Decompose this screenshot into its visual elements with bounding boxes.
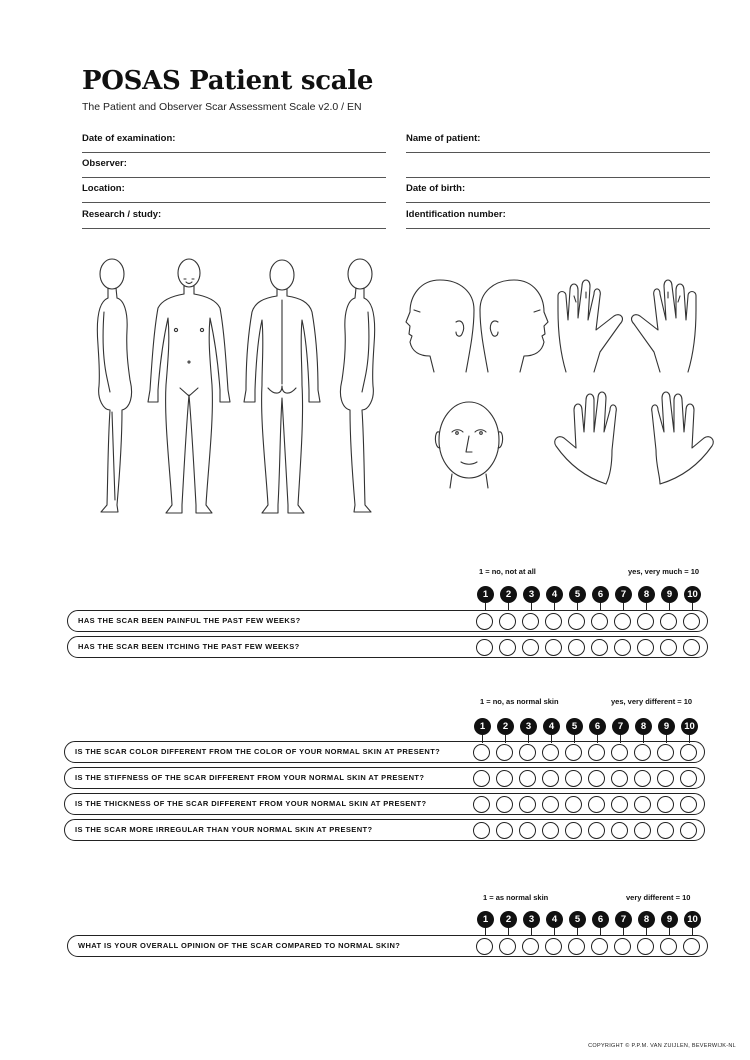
scale-number-text: 9	[666, 914, 673, 925]
observer-label: Observer:	[82, 158, 127, 169]
question-row-painful	[67, 610, 708, 632]
question-text: IS THE SCAR COLOR DIFFERENT FROM THE COLOR OF YOUR NORMAL SKIN AT PRESENT?	[75, 747, 441, 756]
question-row-stiffness	[64, 767, 705, 789]
rating-circle-5[interactable]	[565, 744, 582, 761]
rating-circle-3[interactable]	[519, 796, 536, 813]
scale-number-text: 7	[620, 589, 627, 600]
question-row-irregular	[64, 819, 705, 841]
scale-number-text: 3	[525, 721, 532, 732]
scale-number-text: 8	[643, 589, 650, 600]
hands-back-figure[interactable]	[558, 280, 696, 372]
rating-circle-1[interactable]	[476, 613, 493, 630]
rating-circle-9[interactable]	[660, 938, 677, 955]
rating-circle-10[interactable]	[683, 639, 700, 656]
question-text: IS THE THICKNESS OF THE SCAR DIFFERENT FROM YOUR NORMAL SKIN AT PRESENT?	[75, 799, 427, 808]
question-row-itching	[67, 636, 708, 658]
name-of-patient-label: Name of patient:	[406, 133, 481, 144]
rating-circle-6[interactable]	[588, 770, 605, 787]
scale-number-10	[681, 718, 698, 735]
rating-circle-9[interactable]	[657, 822, 674, 839]
page-subtitle: The Patient and Observer Scar Assessment Scale v2.0 / EN	[82, 101, 362, 113]
scale-number-4	[546, 911, 563, 928]
scale-number-5	[569, 911, 586, 928]
rating-circle-10[interactable]	[683, 938, 700, 955]
rating-circle-5[interactable]	[568, 639, 585, 656]
rating-circle-4[interactable]	[542, 744, 559, 761]
hands-palm-figure[interactable]	[555, 392, 714, 484]
scale-number-text: 5	[574, 914, 581, 925]
section2-low-label: 1 = no, as normal skin	[480, 697, 559, 706]
rating-circle-2[interactable]	[496, 744, 513, 761]
rating-circle-10[interactable]	[680, 822, 697, 839]
scale-number-text: 10	[684, 721, 695, 732]
scale-number-2	[500, 586, 517, 603]
scale-number-8	[638, 586, 655, 603]
scale-number-5	[569, 586, 586, 603]
body-side-left-figure[interactable]	[97, 259, 131, 512]
rating-circle-9[interactable]	[660, 613, 677, 630]
question-text: IS THE SCAR MORE IRREGULAR THAN YOUR NORMAL SKIN AT PRESENT?	[75, 825, 373, 834]
rating-circle-2[interactable]	[496, 770, 513, 787]
section1-low-label: 1 = no, not at all	[479, 567, 536, 576]
question-row-color	[64, 741, 705, 763]
rating-circle-9[interactable]	[657, 770, 674, 787]
identification-number-label: Identification number:	[406, 209, 506, 220]
head-left-profile-figure[interactable]	[406, 280, 474, 372]
scale-number-10	[684, 586, 701, 603]
scale-number-text: 7	[617, 721, 624, 732]
section1-high-label: yes, very much = 10	[628, 567, 700, 576]
scale-number-6	[592, 911, 609, 928]
scale-number-text: 6	[597, 589, 604, 600]
rating-circle-4[interactable]	[545, 938, 562, 955]
scale-number-1	[477, 586, 494, 603]
date-of-examination-label: Date of examination:	[82, 133, 176, 144]
question-text: HAS THE SCAR BEEN ITCHING THE PAST FEW WEEKS?	[78, 642, 300, 651]
rating-circle-3[interactable]	[522, 613, 539, 630]
rating-circle-3[interactable]	[522, 639, 539, 656]
body-side-right-figure[interactable]	[340, 259, 374, 512]
rating-circle-4[interactable]	[542, 796, 559, 813]
scale-number-5	[566, 718, 583, 735]
rating-circle-3[interactable]	[519, 770, 536, 787]
rating-circle-2[interactable]	[496, 796, 513, 813]
scale-number-3	[523, 586, 540, 603]
rating-circle-6[interactable]	[588, 796, 605, 813]
scale-number-3	[523, 911, 540, 928]
scale-number-text: 8	[643, 914, 650, 925]
rating-circle-7[interactable]	[611, 770, 628, 787]
rating-circle-7[interactable]	[614, 613, 631, 630]
rating-circle-9[interactable]	[657, 796, 674, 813]
scale-number-10	[684, 911, 701, 928]
rating-circle-5[interactable]	[565, 770, 582, 787]
rating-circle-1[interactable]	[473, 822, 490, 839]
rating-circle-5[interactable]	[565, 796, 582, 813]
rating-circle-8[interactable]	[637, 938, 654, 955]
date-of-birth-label: Date of birth:	[406, 183, 466, 194]
rating-circle-6[interactable]	[591, 639, 608, 656]
rating-circle-8[interactable]	[637, 639, 654, 656]
rating-circle-4[interactable]	[542, 770, 559, 787]
scale-number-2	[500, 911, 517, 928]
rating-circle-4[interactable]	[542, 822, 559, 839]
rating-circle-8[interactable]	[634, 796, 651, 813]
scale-number-6	[592, 586, 609, 603]
scale-number-text: 7	[620, 914, 627, 925]
research-study-label: Research / study:	[82, 209, 162, 220]
question-row-thickness	[64, 793, 705, 815]
rating-circle-2[interactable]	[499, 938, 516, 955]
rating-circle-3[interactable]	[519, 744, 536, 761]
head-right-profile-figure[interactable]	[480, 280, 548, 372]
scale-number-9	[661, 586, 678, 603]
rating-circle-1[interactable]	[473, 770, 490, 787]
question-text: WHAT IS YOUR OVERALL OPINION OF THE SCAR COMPARED TO NORMAL SKIN?	[78, 941, 401, 950]
body-front-figure[interactable]	[148, 259, 230, 513]
rating-circle-3[interactable]	[519, 822, 536, 839]
scale-number-text: 10	[687, 589, 698, 600]
rating-circle-1[interactable]	[473, 744, 490, 761]
question-text: IS THE STIFFNESS OF THE SCAR DIFFERENT FROM YOUR NORMAL SKIN AT PRESENT?	[75, 773, 425, 782]
rating-circle-1[interactable]	[476, 639, 493, 656]
rating-circle-6[interactable]	[588, 744, 605, 761]
scale-number-text: 8	[640, 721, 647, 732]
scale-number-7	[612, 718, 629, 735]
scale-number-9	[661, 911, 678, 928]
scale-number-text: 6	[597, 914, 604, 925]
rating-circle-7[interactable]	[611, 822, 628, 839]
section3-low-label: 1 = as normal skin	[483, 893, 549, 902]
scale-number-text: 9	[663, 721, 670, 732]
scale-number-8	[638, 911, 655, 928]
scale-number-text: 2	[505, 914, 512, 925]
rating-circle-7[interactable]	[611, 744, 628, 761]
copyright-text: COPYRIGHT © P.P.M. VAN ZUIJLEN, BEVERWIJK-NL	[588, 1043, 736, 1049]
rating-circle-10[interactable]	[680, 744, 697, 761]
head-front-figure[interactable]	[435, 402, 502, 488]
scale-number-text: 3	[528, 914, 535, 925]
scale-number-2	[497, 718, 514, 735]
rating-circle-5[interactable]	[568, 613, 585, 630]
scale-number-text: 2	[502, 721, 509, 732]
rating-circle-4[interactable]	[545, 613, 562, 630]
rating-circle-6[interactable]	[591, 938, 608, 955]
rating-circle-8[interactable]	[634, 822, 651, 839]
scale-number-text: 4	[551, 914, 558, 925]
scale-number-text: 5	[571, 721, 578, 732]
scale-number-3	[520, 718, 537, 735]
section3-high-label: very different = 10	[626, 893, 691, 902]
scale-number-text: 9	[666, 589, 673, 600]
body-back-figure[interactable]	[244, 260, 320, 513]
scale-number-text: 10	[687, 914, 698, 925]
question-row-overall	[67, 935, 708, 957]
scale-number-text: 4	[551, 589, 558, 600]
scale-number-7	[615, 586, 632, 603]
scale-number-text: 6	[594, 721, 601, 732]
scale-number-4	[546, 586, 563, 603]
rating-circle-6[interactable]	[588, 822, 605, 839]
scale-number-text: 4	[548, 721, 555, 732]
scale-number-9	[658, 718, 675, 735]
rating-circle-10[interactable]	[680, 770, 697, 787]
rating-circle-8[interactable]	[634, 744, 651, 761]
rating-circle-9[interactable]	[660, 639, 677, 656]
scale-number-6	[589, 718, 606, 735]
scale-number-1	[474, 718, 491, 735]
rating-circle-10[interactable]	[683, 613, 700, 630]
rating-circle-7[interactable]	[611, 796, 628, 813]
scale-number-text: 5	[574, 589, 581, 600]
rating-circle-6[interactable]	[591, 613, 608, 630]
section2-high-label: yes, very different = 10	[611, 697, 693, 706]
rating-circle-9[interactable]	[657, 744, 674, 761]
rating-circle-5[interactable]	[565, 822, 582, 839]
location-label: Location:	[82, 183, 125, 194]
scale-number-text: 1	[479, 721, 486, 732]
rating-circle-3[interactable]	[522, 938, 539, 955]
scale-number-1	[477, 911, 494, 928]
scale-number-7	[615, 911, 632, 928]
rating-circle-7[interactable]	[614, 639, 631, 656]
scale-number-text: 1	[482, 589, 489, 600]
rating-circle-4[interactable]	[545, 639, 562, 656]
rating-circle-7[interactable]	[614, 938, 631, 955]
rating-circle-5[interactable]	[568, 938, 585, 955]
scale-number-text: 2	[505, 589, 512, 600]
scale-number-text: 3	[528, 589, 535, 600]
rating-circle-1[interactable]	[476, 938, 493, 955]
question-text: HAS THE SCAR BEEN PAINFUL THE PAST FEW WEEKS?	[78, 616, 301, 625]
scale-number-text: 1	[482, 914, 489, 925]
rating-circle-8[interactable]	[634, 770, 651, 787]
rating-circle-2[interactable]	[496, 822, 513, 839]
scale-number-8	[635, 718, 652, 735]
scale-number-4	[543, 718, 560, 735]
page-title: POSAS Patient scale	[82, 66, 374, 96]
rating-circle-8[interactable]	[637, 613, 654, 630]
rating-circle-2[interactable]	[499, 639, 516, 656]
rating-circle-10[interactable]	[680, 796, 697, 813]
rating-circle-2[interactable]	[499, 613, 516, 630]
rating-circle-1[interactable]	[473, 796, 490, 813]
